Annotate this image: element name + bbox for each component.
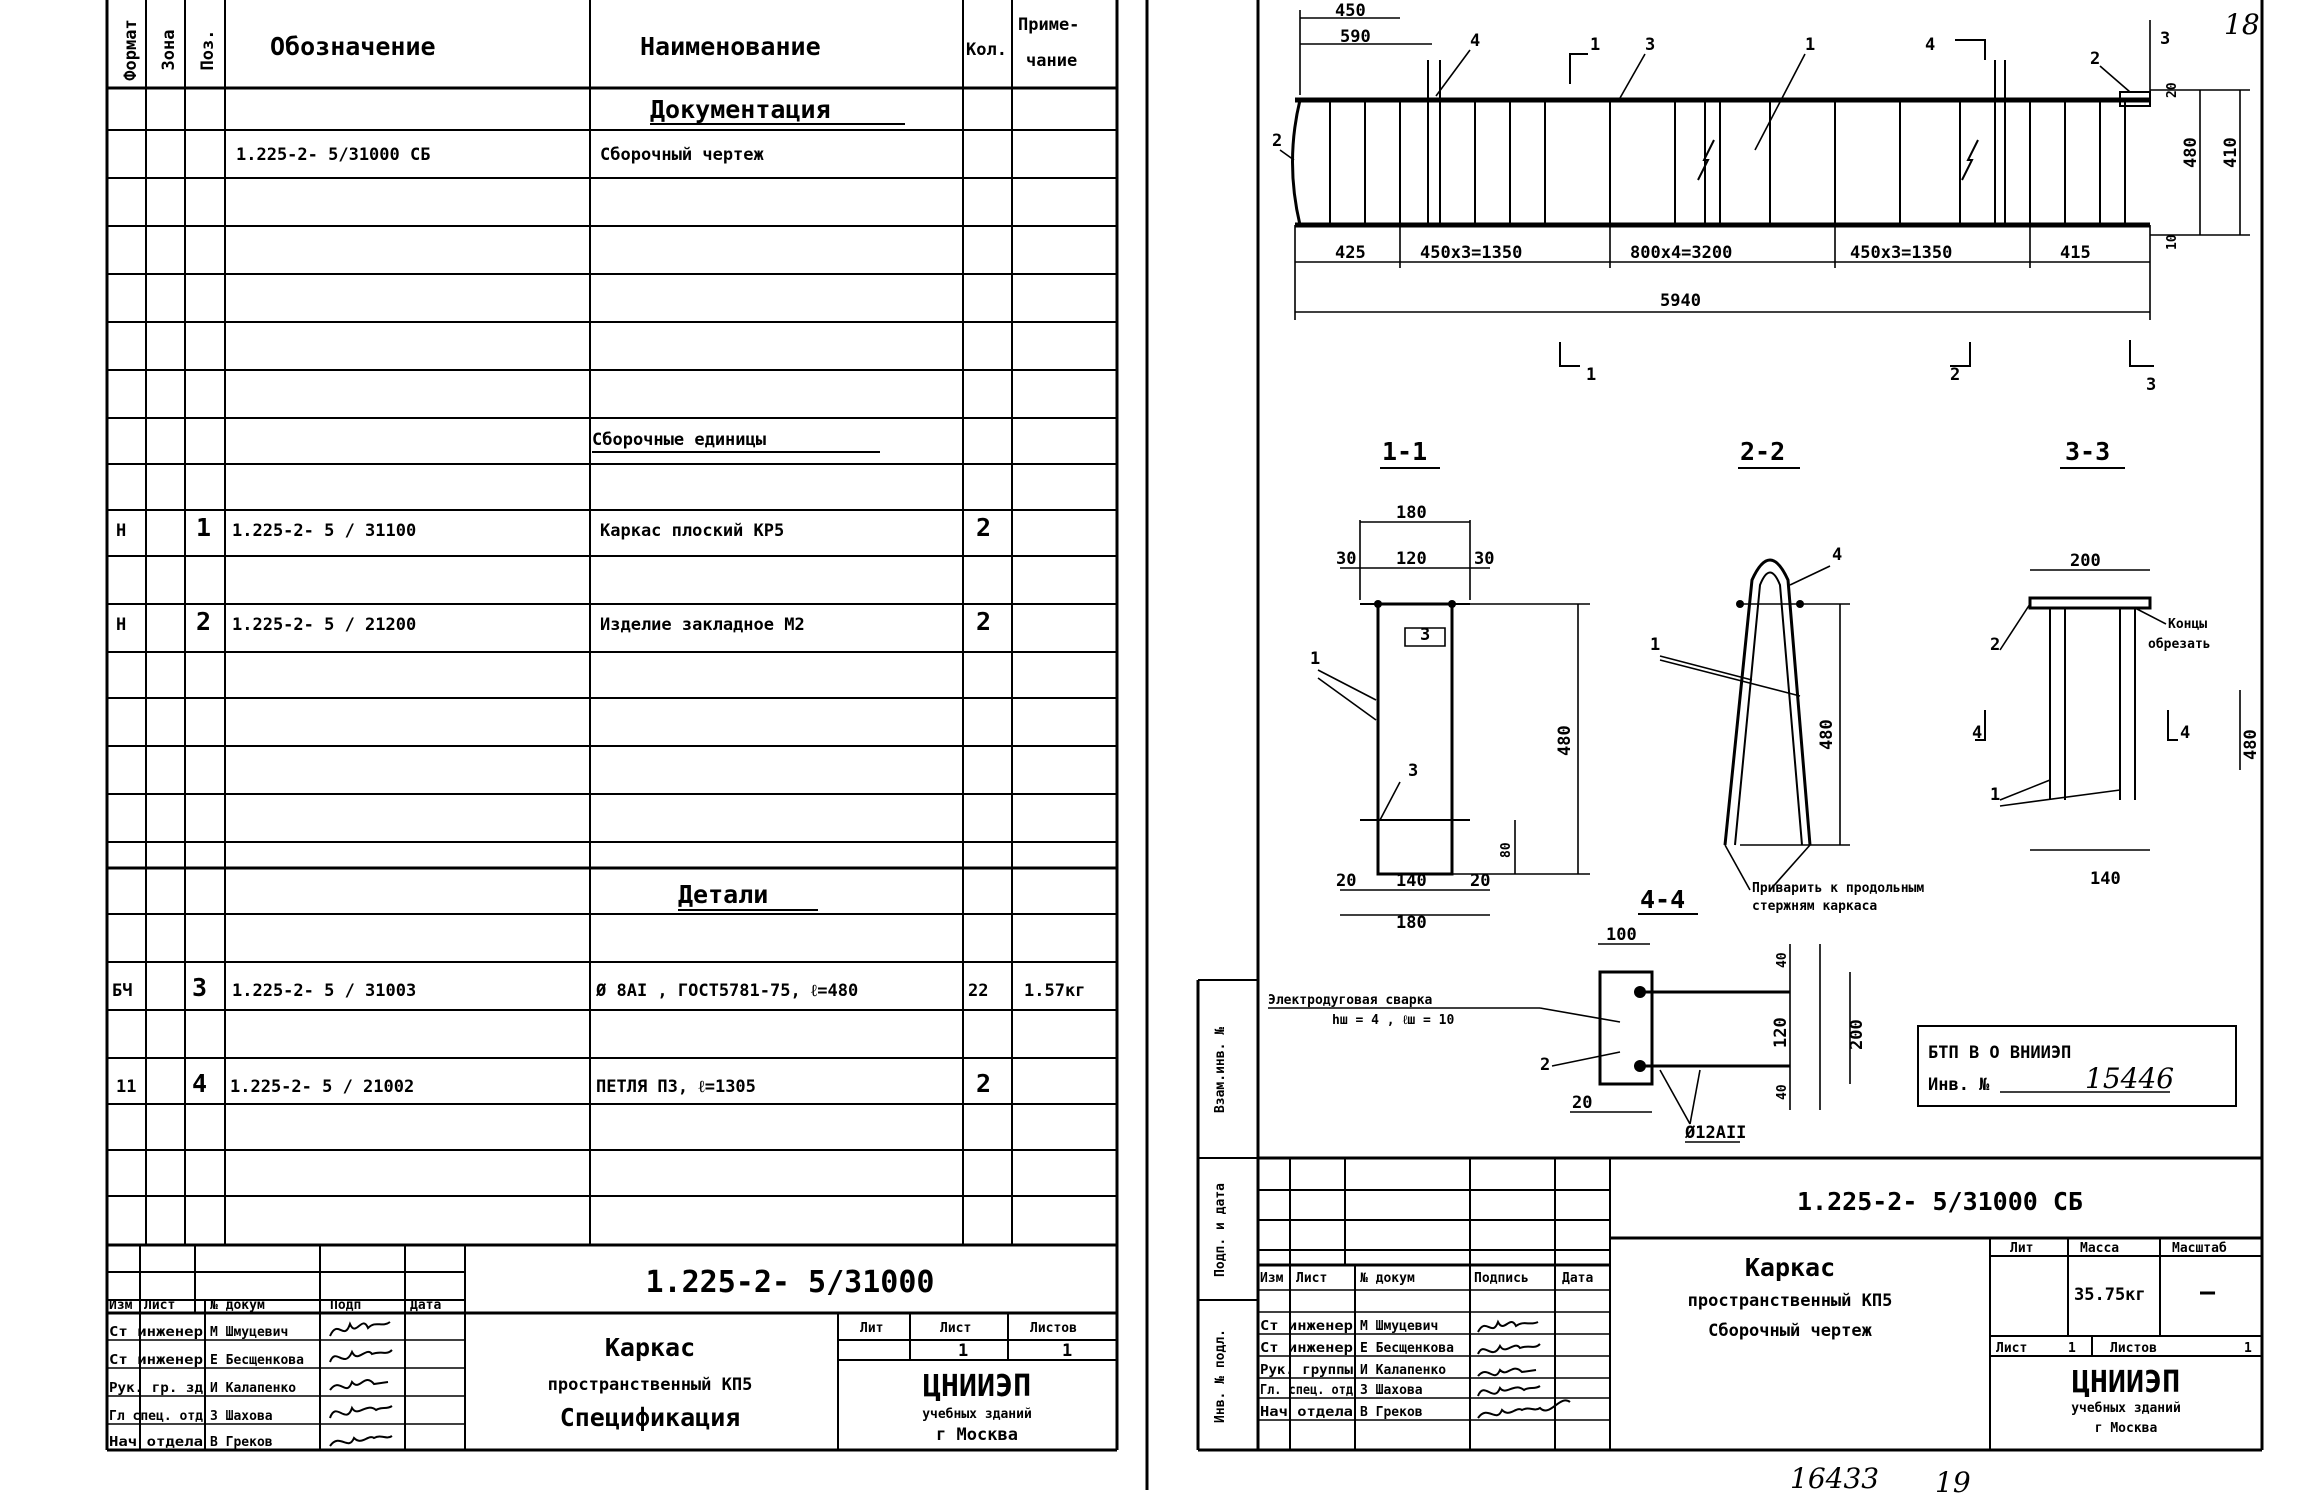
person-name: В Греков — [210, 1435, 273, 1450]
bottom-stamp-number: 16433 — [1790, 1462, 1880, 1495]
dim-bottom-3: 800x4=3200 — [1630, 243, 1733, 263]
person-role: Рук. гр. зд — [109, 1381, 204, 1396]
person-name: З Шахова — [1360, 1383, 1423, 1398]
scale-value: — — [2200, 1277, 2216, 1306]
row-format: 11 — [116, 1077, 137, 1097]
dim-140: 140 — [1396, 871, 1427, 891]
hdr-izm: Изм — [1260, 1271, 1284, 1286]
drawing-title-block — [1258, 1158, 2262, 1450]
row-format: Н — [116, 521, 127, 541]
stamp-line-1: БТП В О ВНИИЭП — [1928, 1043, 2072, 1063]
row-qty: 2 — [976, 1069, 992, 1098]
dim-right-10: 10 — [2165, 234, 2180, 250]
bar-label: Ø12AII — [1685, 1123, 1747, 1143]
header-pos: Поз. — [198, 29, 218, 71]
person-role: Ст инженер — [109, 1353, 204, 1368]
person-name: Е Бесщенкова — [210, 1353, 304, 1368]
row-name: ПЕТЛЯ П3, ℓ=1305 — [596, 1077, 756, 1097]
side-label-sign: Подп. и дата — [1213, 1183, 1228, 1277]
callout-1: 1 — [1990, 785, 2001, 805]
section-details: Детали — [678, 880, 769, 909]
row-format: Н — [116, 615, 127, 635]
person-name: М Шмуцевич — [210, 1325, 289, 1340]
hdr-izm: Изм — [109, 1298, 133, 1313]
weld-note-1: Приварить к продольным — [1752, 881, 1925, 896]
hdr-list: Лист — [1296, 1271, 1328, 1286]
section-documentation: Документация — [650, 95, 831, 124]
dim-right-410: 410 — [2221, 137, 2241, 168]
callout-2: 2 — [1272, 131, 1283, 151]
spec-row — [116, 1069, 991, 1098]
row-name: Ø 8AI , ГОСТ5781-75, ℓ=480 — [596, 981, 859, 1001]
callout-2: 2 — [1990, 635, 2001, 655]
dim-total: 5940 — [1660, 291, 1701, 311]
section-3-title: 3-3 — [2065, 437, 2111, 466]
row-designation: 1.225-2- 5 / 21002 — [230, 1077, 415, 1097]
row-name: Сборочный чертеж — [600, 145, 764, 165]
org-dept: учебных зданий — [2071, 1401, 2181, 1416]
mass-value: 35.75кг — [2074, 1285, 2146, 1305]
spec-row — [112, 973, 1085, 1002]
row-pos: 4 — [192, 1069, 208, 1098]
dim-30b: 30 — [1474, 549, 1495, 569]
hdr-podp: Подпись — [1474, 1271, 1529, 1286]
weld-label: Электродуговая сварка — [1268, 993, 1433, 1008]
mass-label: Масса — [2080, 1241, 2120, 1256]
hdr-ndoc: № докум — [210, 1298, 265, 1313]
section-2-title: 2-2 — [1740, 437, 1786, 466]
person-role: Ст инженер — [1260, 1341, 1354, 1356]
person-name: Е Бесщенкова — [1360, 1341, 1454, 1356]
hdr-list: Лист — [144, 1298, 176, 1313]
callout-1: 1 — [1590, 35, 1601, 55]
hdr-data: Дата — [410, 1298, 442, 1313]
row-pos: 3 — [192, 973, 208, 1002]
sheets-value: 1 — [2244, 1341, 2252, 1356]
spec-row — [116, 513, 991, 542]
spec-title-block — [107, 1245, 1117, 1450]
callout-4: 4 — [1470, 31, 1481, 51]
person-role: Гл. спец. отд — [1260, 1383, 1354, 1398]
section-4-4 — [1268, 885, 1867, 1143]
person-role: Нач отдела — [1260, 1405, 1354, 1420]
dim-top-1: 450 — [1335, 1, 1366, 21]
dim-20b: 20 — [1470, 871, 1491, 891]
section-mark-2: 2 — [1950, 365, 1961, 385]
mark-4a: 4 — [1972, 723, 1983, 743]
signatures — [1478, 1322, 1570, 1418]
row-name: Каркас плоский КР5 — [600, 521, 785, 541]
person-role: Рук. группы — [1260, 1363, 1354, 1378]
callout-3: 3 — [1420, 625, 1431, 645]
specification-sheet — [107, 0, 1147, 1490]
section-mark-1: 1 — [1586, 365, 1597, 385]
callout-1: 1 — [1310, 649, 1321, 669]
header-qty: Кол. — [966, 40, 1007, 60]
dim-bottom-2: 450x3=1350 — [1420, 243, 1523, 263]
org-name: ЦНИИЭП — [2071, 1365, 2181, 1400]
callout-3: 3 — [1645, 35, 1656, 55]
dim-20: 20 — [1336, 871, 1357, 891]
sheet-label: Лист — [940, 1321, 972, 1336]
dim-top-2: 590 — [1340, 27, 1371, 47]
spec-row — [116, 607, 991, 636]
transverse-bars — [1330, 60, 2125, 225]
drawing-title-1: Каркас — [1744, 1253, 1836, 1282]
weld-note-2: стержням каркаса — [1752, 899, 1878, 914]
person-name: З Шахова — [210, 1409, 273, 1424]
dim-30: 30 — [1336, 549, 1357, 569]
callout-1: 1 — [1650, 635, 1661, 655]
dim-100: 100 — [1606, 925, 1637, 945]
spec-code: 1.225-2- 5/31000 — [645, 1265, 935, 1300]
row-designation: 1.225-2- 5 / 31100 — [232, 521, 417, 541]
assembly-drawing-sheet — [1198, 0, 2262, 1499]
person-name: М Шмуцевич — [1360, 1319, 1439, 1334]
dim-bottom-4: 450x3=1350 — [1850, 243, 1953, 263]
person-name: И Калапенко — [210, 1381, 297, 1396]
dim-480: 480 — [1555, 725, 1575, 756]
side-label-inv: Инв. № подл. — [1213, 1329, 1228, 1423]
bottom-page-number: 19 — [1935, 1466, 1971, 1499]
spec-title-3: Спецификация — [559, 1403, 741, 1432]
scale-label: Масштаб — [2172, 1241, 2227, 1256]
section-3-3 — [1972, 437, 2261, 889]
sheet-label: Лист — [1996, 1341, 2028, 1356]
section-2-2 — [1650, 437, 1924, 914]
archive-stamp — [1918, 1026, 2236, 1106]
person-role: Нач отдела — [109, 1435, 204, 1450]
person-name: И Калапенко — [1360, 1363, 1447, 1378]
person-role: Гл спец. отд — [109, 1409, 204, 1424]
callout-1b: 1 — [1805, 35, 1816, 55]
org-city: г Москва — [2094, 1421, 2158, 1436]
dim-120: 120 — [1771, 1017, 1791, 1048]
person-name: В Греков — [1360, 1405, 1423, 1420]
row-pos: 2 — [196, 607, 212, 636]
row-designation: 1.225-2- 5 / 31003 — [232, 981, 417, 1001]
sheet-value: 1 — [2068, 1341, 2076, 1356]
dim-200: 200 — [1847, 1019, 1867, 1050]
spec-row — [236, 145, 765, 165]
dim-480: 480 — [1817, 719, 1837, 750]
row-name: Изделие закладное М2 — [600, 615, 805, 635]
hdr-podp: Подп — [330, 1298, 362, 1313]
row-pos: 1 — [196, 513, 212, 542]
row-note: 1.57кг — [1024, 981, 1086, 1001]
drawing-code: 1.225-2- 5/31000 СБ — [1797, 1187, 2083, 1216]
callout-4b: 4 — [1925, 35, 1936, 55]
callout-3b: 3 — [2160, 29, 2171, 49]
frame-elevation — [1272, 1, 2250, 395]
dim-480: 480 — [2241, 729, 2261, 760]
stamp-inv-value: 15446 — [2085, 1062, 2175, 1095]
row-designation: 1.225-2- 5 / 21200 — [232, 615, 417, 635]
trim-note-1: Концы — [2168, 617, 2208, 632]
dim-140: 140 — [2090, 869, 2121, 889]
lit-label: Лит — [2010, 1241, 2034, 1256]
dim-20: 20 — [1572, 1093, 1593, 1113]
sheet-number-top: 18 — [2224, 8, 2260, 41]
side-label-replace: Взам.инв. № — [1213, 1026, 1228, 1114]
dim-right-480: 480 — [2181, 137, 2201, 168]
dim-right-20: 20 — [2165, 82, 2180, 98]
dim-40b: 40 — [1775, 1084, 1790, 1100]
header-zone: Зона — [159, 29, 179, 71]
header-note-2: чание — [1026, 51, 1078, 71]
row-designation: 1.225-2- 5/31000 СБ — [236, 145, 431, 165]
callout-2b: 2 — [2090, 49, 2101, 69]
dim-200: 200 — [2070, 551, 2101, 571]
sheets-label: Листов — [2110, 1341, 2157, 1356]
header-designation: Обозначение — [270, 32, 436, 61]
row-qty: 2 — [976, 513, 992, 542]
header-note-1: Приме- — [1018, 15, 1080, 35]
spec-title-1: Каркас — [604, 1333, 696, 1362]
header-name: Наименование — [640, 32, 821, 61]
person-role: Ст инженер — [109, 1325, 204, 1340]
sheets-value: 1 — [1062, 1341, 1073, 1361]
trim-note-2: обрезать — [2148, 637, 2211, 652]
spec-title-2: пространственный КП5 — [547, 1375, 753, 1395]
sheets-label: Листов — [1030, 1321, 1077, 1336]
sheet-value: 1 — [958, 1341, 969, 1361]
section-assemblies: Сборочные единицы — [592, 430, 766, 450]
callout-3b: 3 — [1408, 761, 1419, 781]
person-role: Ст инженер — [1260, 1319, 1354, 1334]
section-1-title: 1-1 — [1382, 437, 1428, 466]
dim-40a: 40 — [1775, 952, 1790, 968]
row-format: БЧ — [112, 981, 133, 1001]
header-format: Формат — [121, 19, 141, 81]
row-qty: 22 — [968, 981, 989, 1001]
weld-params: hш = 4 , ℓш = 10 — [1332, 1013, 1455, 1028]
org-dept: учебных зданий — [922, 1407, 1032, 1422]
lit-label: Лит — [860, 1321, 884, 1336]
dim-bottom-5: 415 — [2060, 243, 2091, 263]
dim-180: 180 — [1396, 503, 1427, 523]
org-city: г Москва — [936, 1425, 1018, 1445]
dim-80: 80 — [1499, 842, 1514, 858]
row-qty: 2 — [976, 607, 992, 636]
org-name: ЦНИИЭП — [922, 1369, 1032, 1404]
section-1-1 — [1310, 437, 1590, 933]
mark-4b: 4 — [2180, 723, 2191, 743]
stamp-inv-label: Инв. № — [1928, 1075, 1990, 1095]
callout-4: 4 — [1832, 545, 1843, 565]
section-marks — [1560, 340, 2156, 395]
section-4-title: 4-4 — [1640, 885, 1686, 914]
hdr-data: Дата — [1562, 1271, 1594, 1286]
dim-bottom-1: 425 — [1335, 243, 1366, 263]
callout-2: 2 — [1540, 1055, 1551, 1075]
hdr-ndoc: № докум — [1360, 1271, 1415, 1286]
dim-180b: 180 — [1396, 913, 1427, 933]
section-mark-3: 3 — [2146, 375, 2157, 395]
drawing-title-2: пространственный КП5 — [1687, 1291, 1893, 1311]
dim-120: 120 — [1396, 549, 1427, 569]
drawing-title-3: Сборочный чертеж — [1708, 1321, 1872, 1341]
